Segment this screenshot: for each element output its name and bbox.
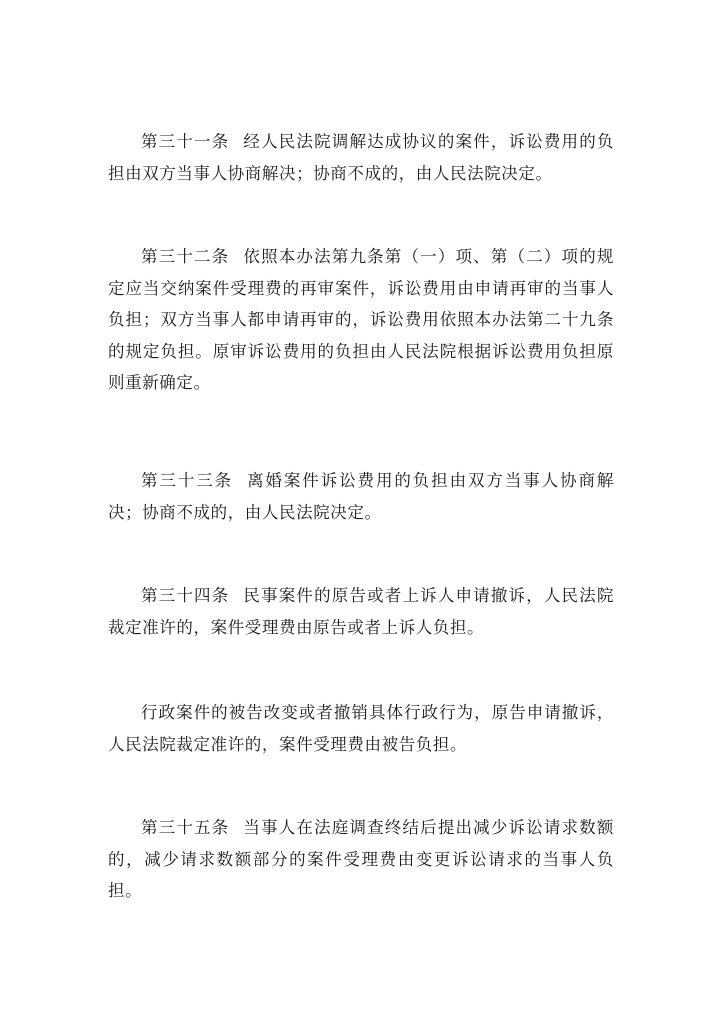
article-text: 民事案件的原告或者上诉人申请撤诉，人民法院裁定准许的，案件受理费由原告或者上诉人负担。 — [108, 586, 615, 637]
article-32-paragraph — [108, 241, 614, 399]
article-text: 行政案件的被告改变或者撤销具体行政行为，原告申请撤诉，人民法院裁定准许的，案件受理费由被告负担。 — [108, 703, 614, 754]
article-text: 经人民法院调解达成协议的案件，诉讼费用的负担由双方当事人协商解决；协商不成的，由人民法院决定。 — [108, 132, 615, 183]
article-number: 第三十二条 — [141, 247, 230, 266]
article-text: 依照本办法第九条第（一）项、第（二）项的规定应当交纳案件受理费的再审案件，诉讼费用由申请再审的当事人负担；双方当事人都申请再审的，诉讼费用依照本办法第二十九条的规定负担。原审诉讼费用的负担由人民法院根据诉讼费用负担原则重新确定。 — [108, 247, 615, 392]
article-number: 第三十三条 — [141, 471, 234, 490]
article-number: 第三十一条 — [141, 132, 230, 151]
article-number: 第三十五条 — [141, 818, 230, 837]
article-text: 当事人在法庭调查终结后提出减少诉讼请求数额的，减少请求数额部分的案件受理费由变更诉讼请求的当事人负担。 — [108, 818, 615, 900]
article-35-paragraph — [108, 812, 614, 907]
article-34-paragraph — [108, 580, 614, 643]
article-33-paragraph — [108, 465, 614, 528]
article-number: 第三十四条 — [141, 586, 230, 605]
article-34-continuation-paragraph — [108, 697, 614, 760]
article-text: 离婚案件诉讼费用的负担由双方当事人协商解决；协商不成的，由人民法院决定。 — [108, 471, 614, 522]
article-31-paragraph — [108, 126, 614, 189]
